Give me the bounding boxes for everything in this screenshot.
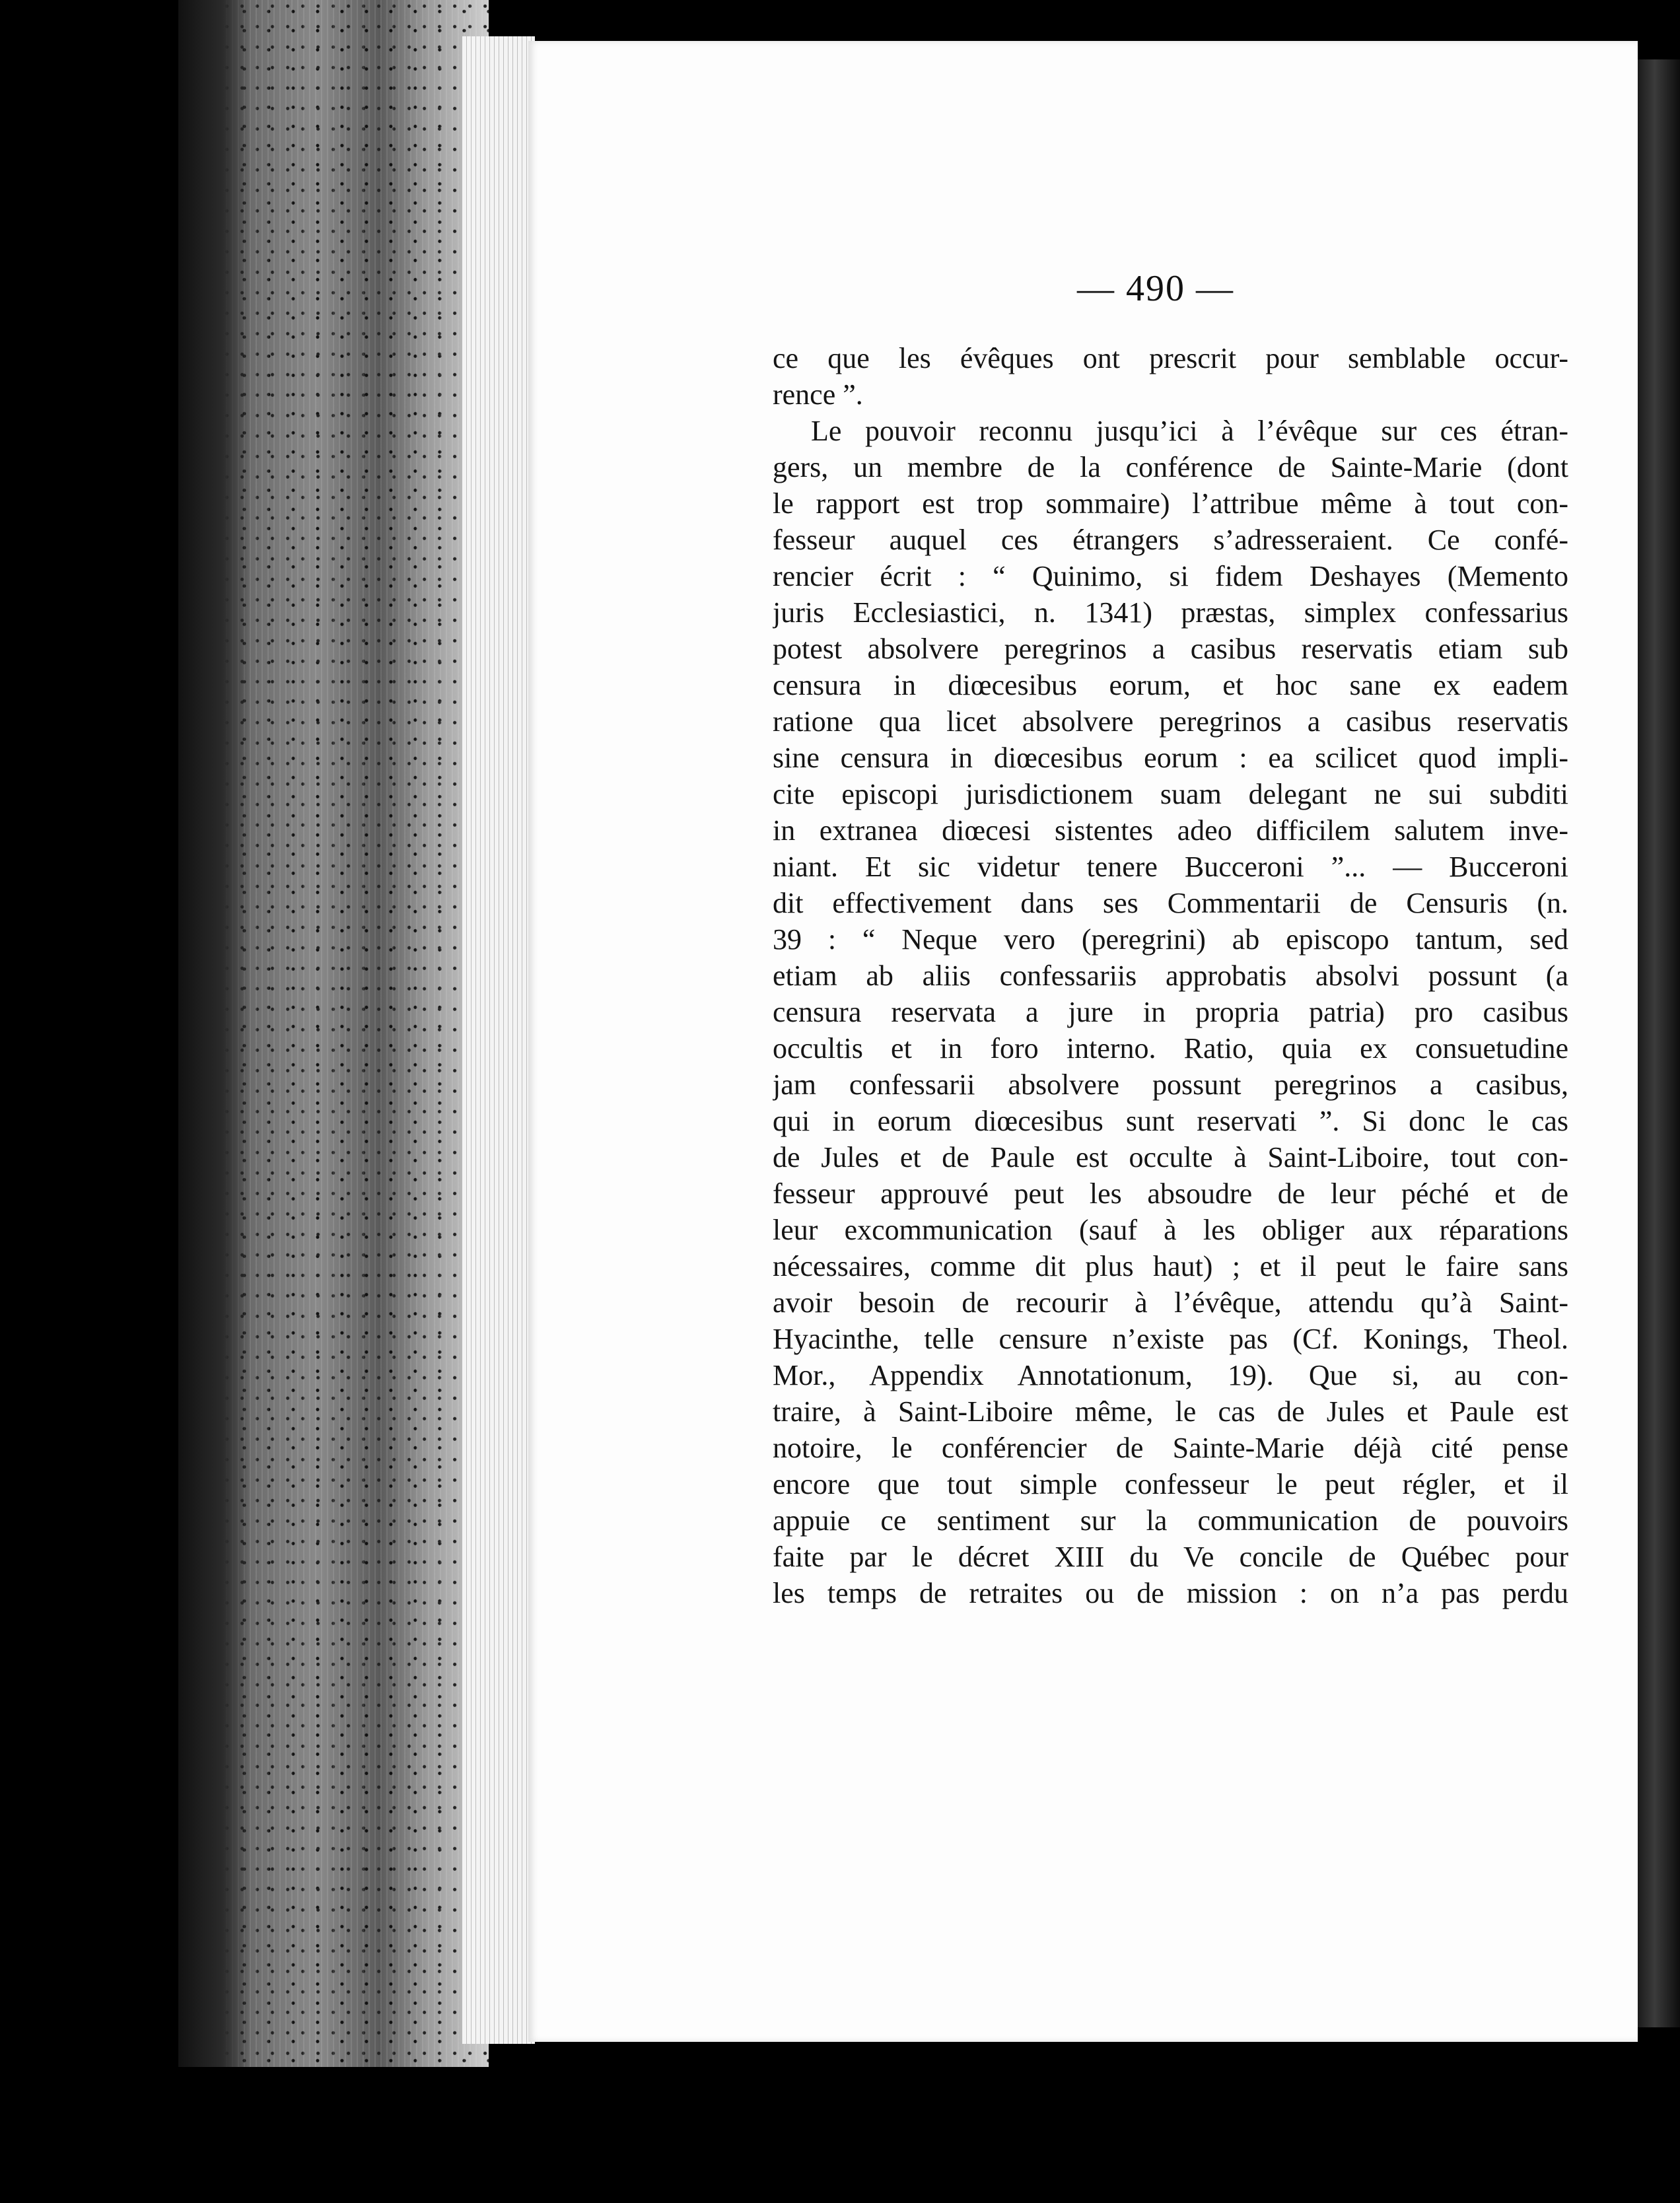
text-line: leur excommunication (sauf à les obliger aux réparations xyxy=(773,1214,1568,1246)
text-line: rence ”. xyxy=(773,378,863,411)
page-right-shadow xyxy=(1638,59,1680,2027)
text-line: sine censura in diœcesibus eorum : ea scilicet quod impli- xyxy=(773,742,1568,774)
text-line: potest absolvere peregrinos a casibus reservatis etiam sub xyxy=(773,633,1568,665)
text-line: avoir besoin de recourir à l’évêque, attendu qu’à Saint- xyxy=(773,1286,1568,1319)
stacked-page-edges xyxy=(462,36,535,2044)
text-line: Hyacinthe, telle censure n’existe pas (Cf. Konings, Theol. xyxy=(773,1323,1568,1355)
text-line: censura reservata a jure in propria patria) pro casibus xyxy=(773,996,1568,1028)
text-line: les temps de retraites ou de mission : on n’a pas perdu xyxy=(773,1577,1568,1609)
text-line: appuie ce sentiment sur la communication de pouvoirs xyxy=(773,1504,1568,1537)
text-line: occultis et in foro interno. Ratio, quia ex consuetudine xyxy=(773,1032,1568,1065)
text-line: gers, un membre de la conférence de Sainte-Marie (dont xyxy=(773,451,1568,483)
book-spine-shadow xyxy=(178,0,251,2067)
text-line: ratione qua licet absolvere peregrinos a casibus reservatis xyxy=(773,705,1568,738)
text-line: jam confessarii absolvere possunt peregrinos a casibus, xyxy=(773,1068,1568,1101)
text-line: in extranea diœcesi sistentes adeo difficilem salutem inve- xyxy=(773,814,1568,847)
text-line: notoire, le conférencier de Sainte-Marie déjà cité pense xyxy=(773,1432,1568,1464)
text-line: encore que tout simple confesseur le peut régler, et il xyxy=(773,1468,1568,1500)
text-line: dit effectivement dans ses Commentarii de Censuris (n. xyxy=(773,887,1568,919)
text-line: qui in eorum diœcesibus sunt reservati ”. Si donc le cas xyxy=(773,1105,1568,1137)
body-text xyxy=(773,340,1568,1611)
text-line: traire, à Saint-Liboire même, le cas de Jules et Paule est xyxy=(773,1395,1568,1428)
text-line: etiam ab aliis confessariis approbatis absolvi possunt (a xyxy=(773,960,1568,992)
text-line: ce que les évêques ont prescrit pour semblable occur- xyxy=(773,342,1568,374)
text-line: de Jules et de Paule est occulte à Saint-Liboire, tout con- xyxy=(773,1141,1568,1173)
page-number: — 490 — xyxy=(1077,268,1234,309)
text-line: Le pouvoir reconnu jusqu’ici à l’évêque sur ces étran- xyxy=(811,415,1568,447)
text-line: censura in diœcesibus eorum, et hoc sane ex eadem xyxy=(773,669,1568,701)
text-line: nécessaires, comme dit plus haut) ; et il peut le faire sans xyxy=(773,1250,1568,1282)
text-line: le rapport est trop sommaire) l’attribue même à tout con- xyxy=(773,487,1568,520)
text-line: fesseur auquel ces étrangers s’adresseraient. Ce confé- xyxy=(773,524,1568,556)
text-line: faite par le décret XIII du Ve concile de Québec pour xyxy=(773,1541,1568,1573)
text-line: cite episcopi jurisdictionem suam delegant ne sui subditi xyxy=(773,778,1568,810)
text-line: fesseur approuvé peut les absoudre de leur péché et de xyxy=(773,1177,1568,1210)
text-line: juris Ecclesiastici, n. 1341) præstas, simplex confessarius xyxy=(773,596,1568,629)
text-line: niant. Et sic videtur tenere Bucceroni ”... — Bucceroni xyxy=(773,851,1568,883)
text-line: 39 : “ Neque vero (peregrini) ab episcopo tantum, sed xyxy=(773,923,1568,956)
text-line: rencier écrit : “ Quinimo, si fidem Deshayes (Memento xyxy=(773,560,1568,592)
text-line: Mor., Appendix Annotationum, 19). Que si, au con- xyxy=(773,1359,1568,1391)
